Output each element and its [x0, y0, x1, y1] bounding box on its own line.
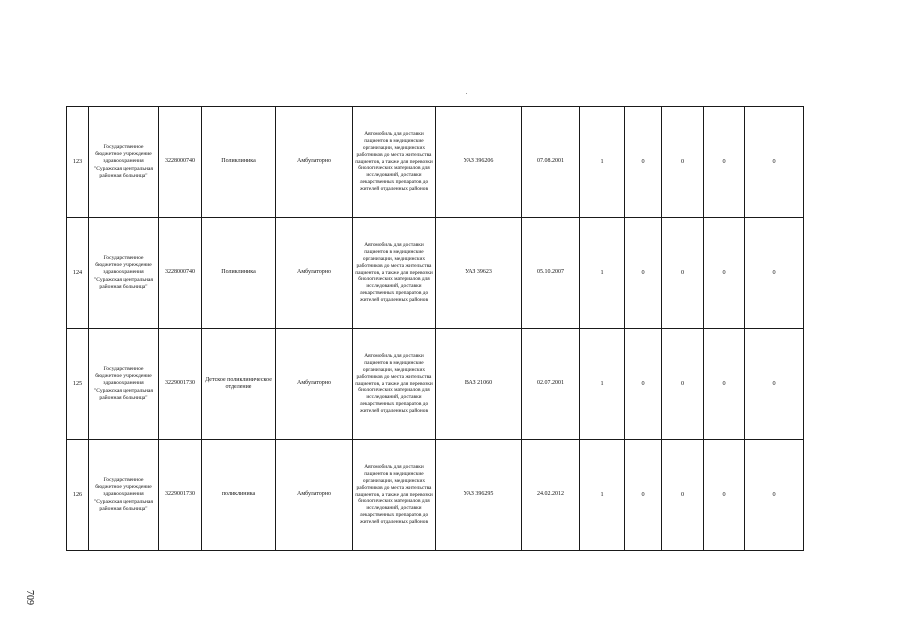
org-code-cell: 3228000740 [159, 107, 202, 218]
value-3-cell: 0 [662, 107, 704, 218]
table-body [67, 107, 804, 551]
department-cell: Поликлиника [202, 107, 276, 218]
value-3-cell: 0 [662, 218, 704, 329]
org-code-cell: 3228000740 [159, 218, 202, 329]
care-type-cell: Амбулаторно [276, 218, 353, 329]
value-5-cell: 0 [745, 218, 804, 329]
value-2-cell: 0 [625, 107, 662, 218]
value-2-cell: 0 [625, 218, 662, 329]
page-number: 709 [24, 590, 35, 605]
vehicle-table-wrap [66, 106, 804, 551]
department-cell: Поликлиника [202, 218, 276, 329]
care-type-cell: Амбулаторно [276, 107, 353, 218]
value-3-cell: 0 [662, 440, 704, 551]
date-cell: 07.08.2001 [522, 107, 580, 218]
date-cell: 05.10.2007 [522, 218, 580, 329]
row-number-cell: 125 [67, 329, 89, 440]
purpose-cell: Автомобиль для доставки пациентов в медицинские организации, медицинских работников до места жительства пациентов, а также для перевозки биологических материалов для исследований, доставки лекарственных препаратов до жителей отдаленных районов [353, 440, 436, 551]
vehicle-model-cell: УАЗ 396206 [436, 107, 522, 218]
value-3-cell: 0 [662, 329, 704, 440]
value-5-cell: 0 [745, 107, 804, 218]
organization-cell: Государственное бюджетное учреждение здравоохранения "Суражская центральная районная больница" [89, 329, 159, 440]
scan-speck [466, 93, 467, 94]
org-code-cell: 3229001730 [159, 329, 202, 440]
vehicle-model-cell: УАЗ 396295 [436, 440, 522, 551]
row-number-cell: 123 [67, 107, 89, 218]
row-number-cell: 124 [67, 218, 89, 329]
date-cell: 24.02.2012 [522, 440, 580, 551]
table-row [67, 440, 804, 551]
vehicle-table [66, 106, 804, 551]
value-1-cell: 1 [580, 218, 625, 329]
value-4-cell: 0 [704, 218, 745, 329]
row-number-cell: 126 [67, 440, 89, 551]
vehicle-model-cell: УАЗ 39623 [436, 218, 522, 329]
value-5-cell: 0 [745, 329, 804, 440]
table-row [67, 107, 804, 218]
organization-cell: Государственное бюджетное учреждение здравоохранения "Суражская центральная районная больница" [89, 107, 159, 218]
value-4-cell: 0 [704, 329, 745, 440]
value-4-cell: 0 [704, 440, 745, 551]
value-1-cell: 1 [580, 107, 625, 218]
purpose-cell: Автомобиль для доставки пациентов в медицинские организации, медицинских работников до места жительства пациентов, а также для перевозки биологических материалов для исследований, доставки лекарственных препаратов до жителей отдаленных районов [353, 329, 436, 440]
value-1-cell: 1 [580, 440, 625, 551]
table-row [67, 329, 804, 440]
value-5-cell: 0 [745, 440, 804, 551]
organization-cell: Государственное бюджетное учреждение здравоохранения "Суражская центральная районная больница" [89, 218, 159, 329]
purpose-cell: Автомобиль для доставки пациентов в медицинские организации, медицинских работников до места жительства пациентов, а также для перевозки биологических материалов для исследований, доставки лекарственных препаратов до жителей отдаленных районов [353, 218, 436, 329]
department-cell: Детское поликлиническое отделение [202, 329, 276, 440]
care-type-cell: Амбулаторно [276, 329, 353, 440]
value-1-cell: 1 [580, 329, 625, 440]
value-2-cell: 0 [625, 440, 662, 551]
org-code-cell: 3229001730 [159, 440, 202, 551]
date-cell: 02.07.2001 [522, 329, 580, 440]
value-4-cell: 0 [704, 107, 745, 218]
department-cell: поликлиника [202, 440, 276, 551]
care-type-cell: Амбулаторно [276, 440, 353, 551]
organization-cell: Государственное бюджетное учреждение здравоохранения "Суражская центральная районная больница" [89, 440, 159, 551]
purpose-cell: Автомобиль для доставки пациентов в медицинские организации, медицинских работников до места жительства пациентов, а также для перевозки биологических материалов для исследований, доставки лекарственных препаратов до жителей отдаленных районов [353, 107, 436, 218]
table-row [67, 218, 804, 329]
value-2-cell: 0 [625, 329, 662, 440]
vehicle-model-cell: ВАЗ 21060 [436, 329, 522, 440]
